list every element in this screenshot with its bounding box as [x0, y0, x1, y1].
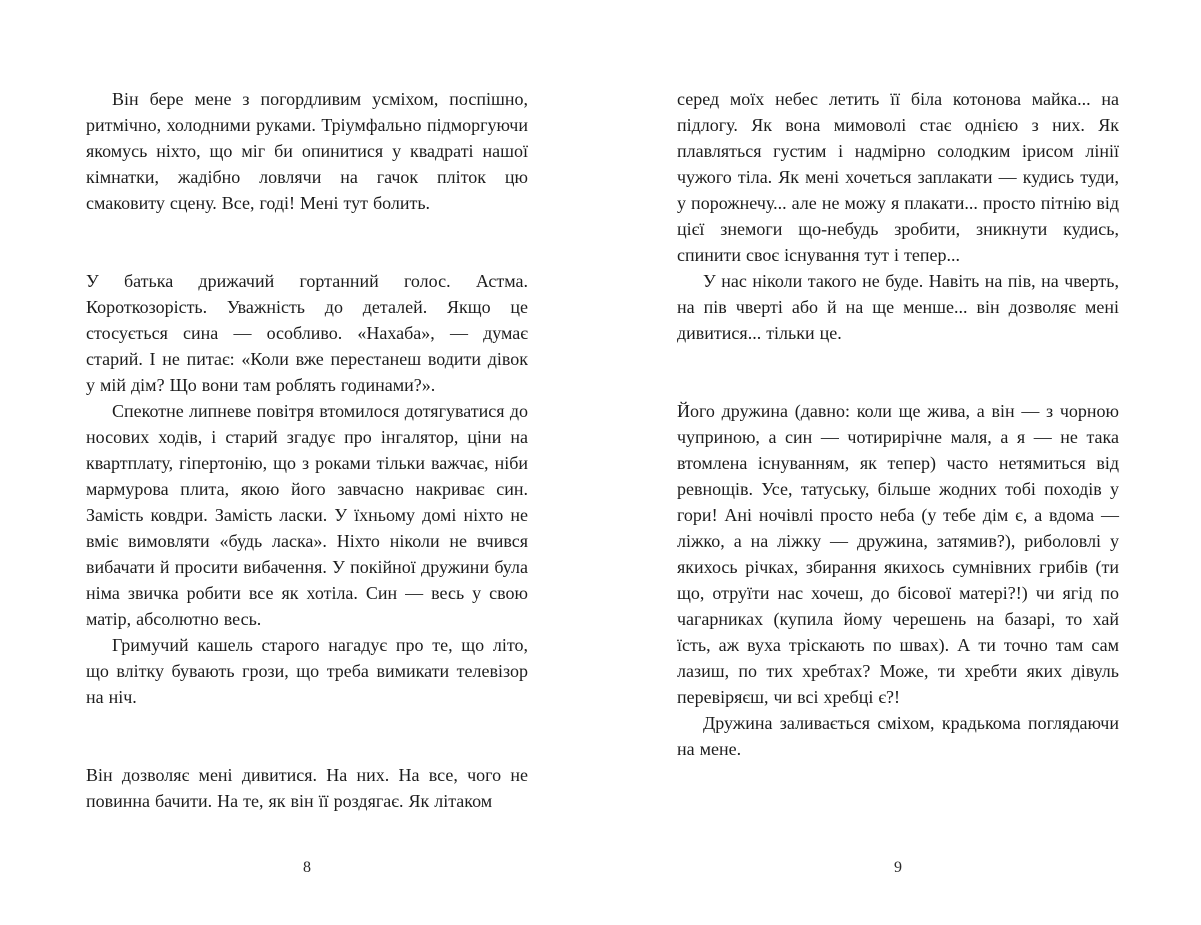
page-left-text	[86, 86, 528, 814]
page-right-text	[677, 86, 1119, 762]
paragraph: Дружина заливається сміхом, крадькома поглядаючи на мене.	[677, 713, 1119, 759]
paragraph: У нас ніколи такого не буде. Навіть на пів, на чверть, на пів чверті або й на ще менше... він дозволяє мені дивитися... тільки це.	[677, 271, 1119, 343]
paragraph: Спекотне липневе повітря втомилося дотягуватися до носових ходів, і старий згадує про інгалятор, ціни на квартплату, гіпертонію, що з роками тільки важчає, ніби мармурова плита, якою його завчасно накриває син. Замість ковдри. Замість ласки. У їхньому домі ніхто не вміє вимовляти «будь ласка». Ніхто ніколи не вчився вибачати й просити вибачення. У покійної дружини була німа звичка робити все як хотіла. Син — весь у свою матір, абсолютно весь.	[86, 401, 528, 629]
paragraph: Він дозволяє мені дивитися. На них. На все, чого не повинна бачити. На те, як він її роздягає. Як літаком	[86, 765, 528, 811]
page-left	[86, 86, 528, 814]
paragraph: Він бере мене з погордливим усміхом, поспішно, ритмічно, холодними руками. Тріумфально підморгуючи якомусь ніхто, що міг би опинитися у квадраті нашої кімнатки, жадібно ловлячи на гачок пліток цю смаковиту сцену. Все, годі! Мені тут болить.	[86, 89, 528, 213]
paragraph: У батька дрижачий гортанний голос. Астма. Короткозорість. Уважність до деталей. Якщо це стосується сина — особливо. «Нахаба», — думає старий. І не питає: «Коли вже перестанеш водити дівок у мій дім? Що вони там роблять годинами?».	[86, 271, 528, 395]
paragraph: Гримучий кашель старого нагадує про те, що літо, що влітку бувають грози, що треба вимикати телевізор на ніч.	[86, 635, 528, 707]
paragraph: серед моїх небес летить її біла котонова майка... на підлогу. Як вона мимоволі стає однією з них. Як плавляться густим і надмірно солодким ірисом лінії чужого тіла. Як мені хочеться заплакати — кудись туди, у порожнечу... але не можу я плакати... просто пітнію від цієї знемоги що-небудь зробити, зникнути кудись, спинити своє існування тут і тепер...	[677, 89, 1119, 265]
page-number-left: 8	[303, 859, 311, 876]
page-number-right: 9	[894, 859, 902, 876]
page-right	[677, 86, 1119, 762]
paragraph: Його дружина (давно: коли ще жива, а він — з чорною чуприною, а син — чотирирічне маля, а я — не така втомлена існуванням, як тепер) часто нетямиться від ревнощів. Усе, татуську, більше жодних тобі походів у гори! Ані ночівлі просто неба (у тебе дім є, а вдома — ліжко, а на ліжку — дружина, затямив?), риболовлі у якихось річках, збирання якихось сумнівних грибів (ти що, отруїти нас хочеш, до бісової матері?!) чи ягід по чагарниках (купила йому черешень на базарі, то хай їсть, аж вуха тріскають по швах). А ти точно там сам лазиш, по тих хребтах? Може, ти хребти яких дівуль перевіряєш, чи всі хребці є?!	[677, 401, 1119, 707]
